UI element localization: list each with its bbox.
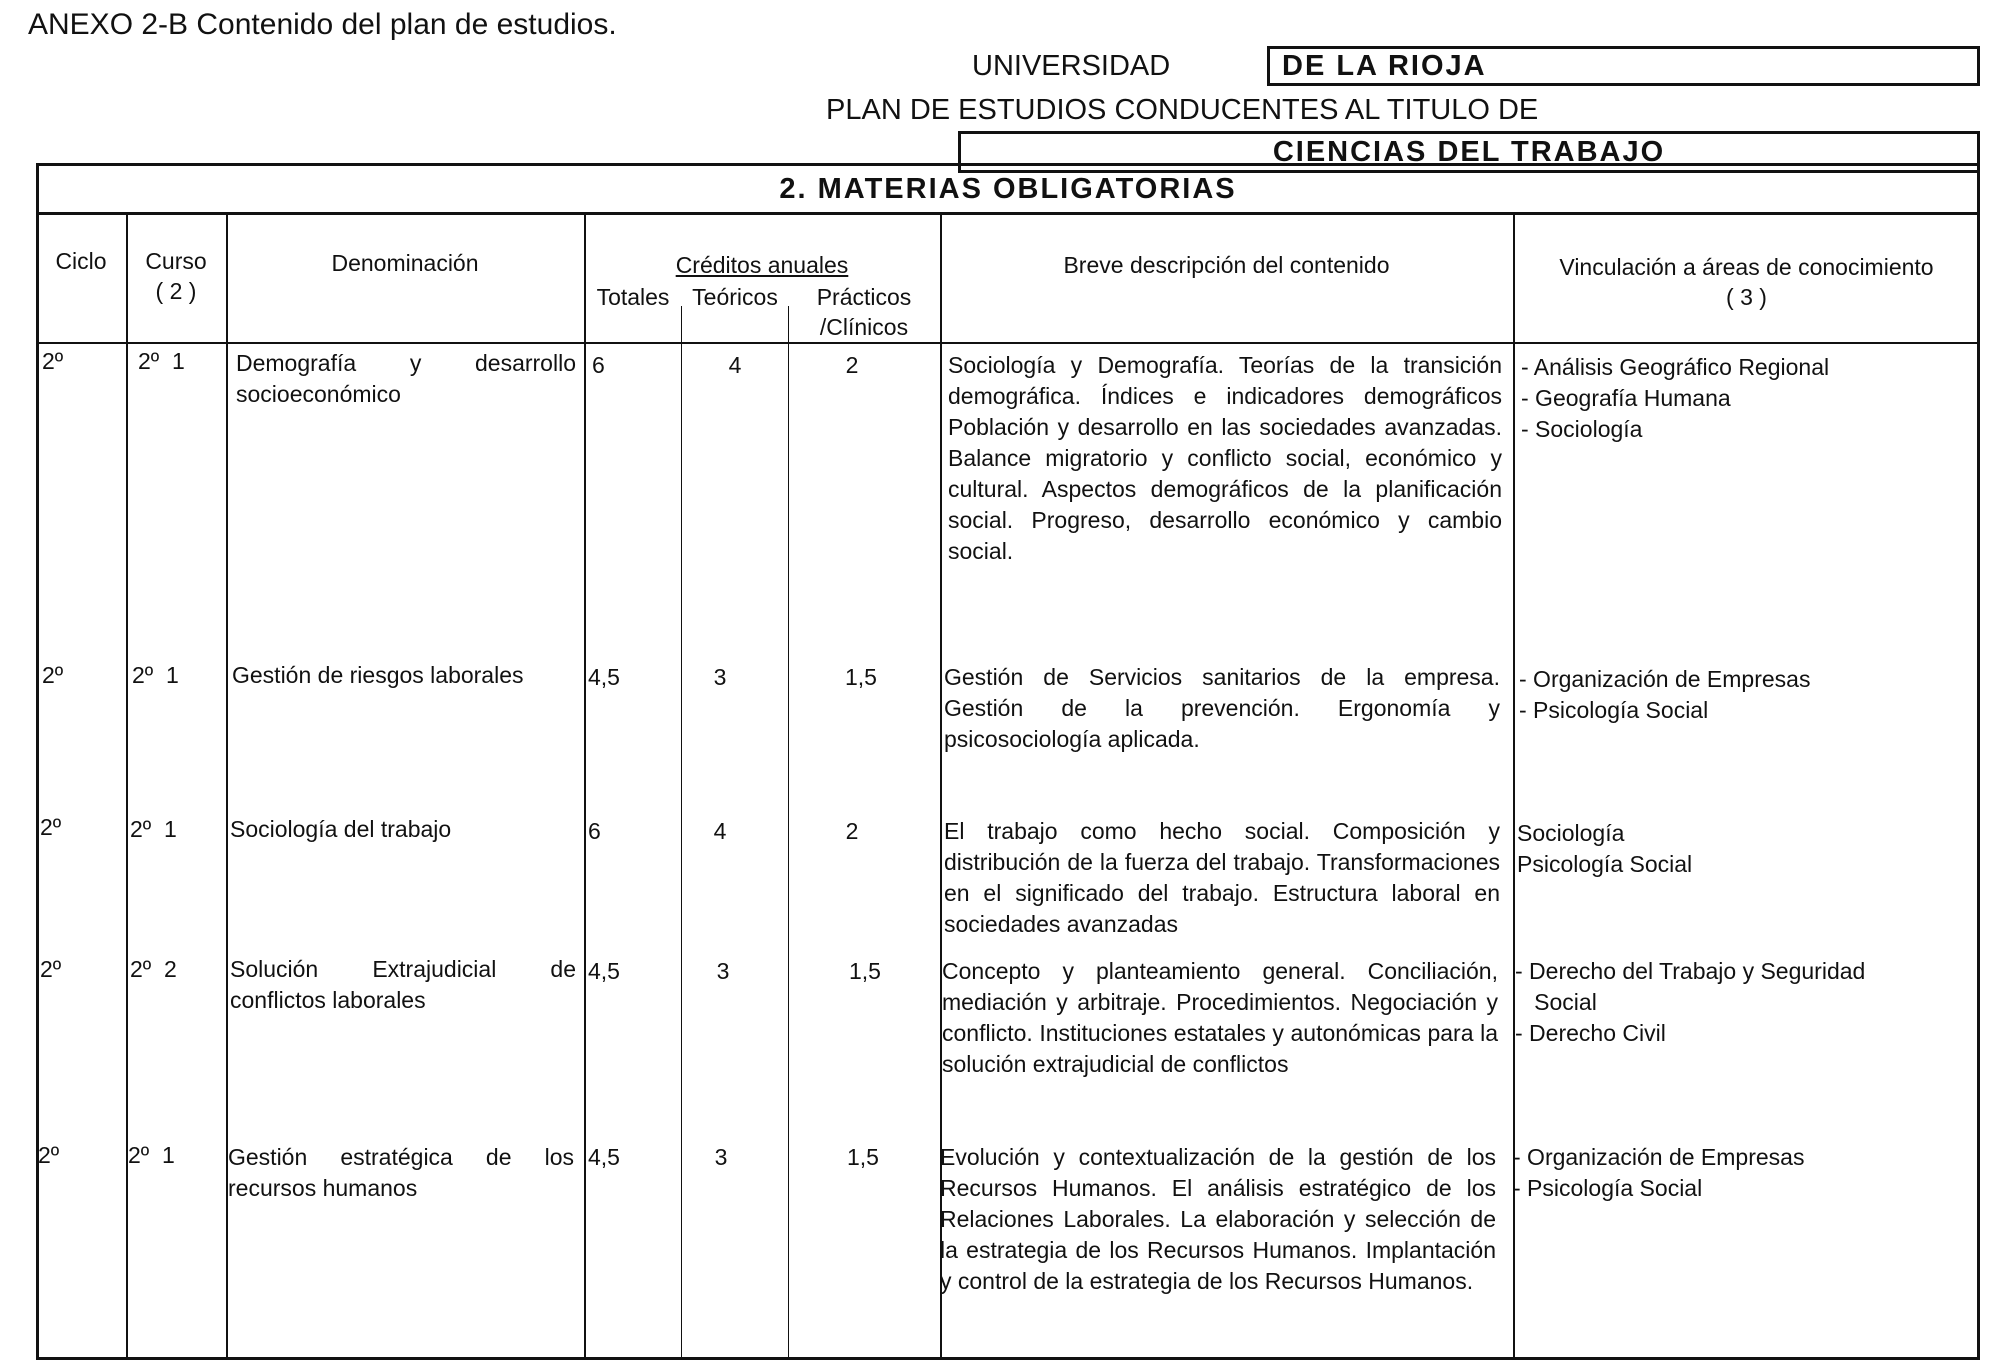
row-2-areas [1519,664,1969,726]
row-5-totales: 4,5 [588,1144,620,1170]
header-practicos-label: Prácticos [816,284,912,310]
row-2-teoricos: 3 [713,664,727,690]
row-1-practicos: 2 [845,352,859,378]
row-3-area-2: Psicología Social [1517,851,1693,877]
row-4-practicos: 1,5 [849,958,881,984]
row-1-areas [1521,352,1971,445]
row-3-denominacion: Sociología del trabajo [230,816,452,842]
row-1-denominacion: Demografía y desarrollo socioeconómico [236,350,576,407]
row-4-descripcion: Concepto y planteamiento general. Conciliación, mediación y arbitraje. Procedimientos. Negociación y conflicto. Instituciones estatales y autonómicas para la solución extrajudicial de conflictos [942,958,1498,1077]
row-1-area-3: - Sociología [1521,416,1643,442]
row-3-totales: 6 [588,818,601,844]
row-3-curso: 2º 1 [130,816,177,842]
annex-title: ANEXO 2-B Contenido del plan de estudios. [28,8,617,41]
section-title: 2. MATERIAS OBLIGATORIAS [36,163,1980,215]
row-5-area-2: - Psicología Social [1513,1175,1703,1201]
row-1-teoricos: 4 [728,352,742,378]
row-1-ciclo: 2º [42,348,64,374]
row-1-area-2: - Geografía Humana [1521,385,1731,411]
row-3-ciclo: 2º [40,814,62,840]
header-practicos [789,282,939,342]
university-name: DE LA RIOJA [1267,46,1980,86]
row-4-area-1: - Derecho del Trabajo y Seguridad [1515,958,1866,984]
row-2-totales: 4,5 [588,664,620,690]
row-3-area-1: Sociología [1517,820,1625,846]
row-3-practicos: 2 [845,818,859,844]
row-2-ciclo: 2º [42,662,64,688]
header-descripcion: Breve descripción del contenido [1063,252,1390,278]
row-4-curso: 2º 2 [130,956,177,982]
row-3-areas [1517,818,1967,880]
row-2-denominacion: Gestión de riesgos laborales [232,662,524,688]
header-creditos: Créditos anuales [675,252,849,278]
row-2-practicos: 1,5 [845,664,877,690]
university-label: UNIVERSIDAD [972,50,1171,82]
header-curso [126,246,226,306]
row-2-area-1: - Organización de Empresas [1519,666,1811,692]
header-totales: Totales [596,284,670,310]
header-ciclo: Ciclo [55,248,107,274]
row-1-curso: 2º 1 [138,348,185,374]
row-4-areas [1515,956,1975,1049]
col-sep-1 [126,214,128,1360]
header-curso-label: Curso [145,248,207,274]
row-5-ciclo: 2º [38,1142,60,1168]
header-vinculacion [1513,252,1980,312]
row-5-curso: 2º 1 [128,1142,175,1168]
row-5-area-1: - Organización de Empresas [1513,1144,1805,1170]
row-1-area-1: - Análisis Geográfico Regional [1521,354,1830,380]
row-5-areas [1513,1142,1973,1204]
row-4-teoricos: 3 [716,958,730,984]
row-3-teoricos: 4 [713,818,727,844]
row-4-totales: 4,5 [588,958,620,984]
header-denominacion: Denominación [331,250,479,276]
row-5-teoricos: 3 [714,1144,728,1170]
row-5-descripcion: Evolución y contextualización de la gestión de los Recursos Humanos. El análisis estratégico de los Relaciones Laborales. La elaboración y selección de la estrategia de los Recursos Humanos. Implantación y control de la estrategia de los Recursos Humanos. [940,1144,1496,1294]
row-4-area-3: - Derecho Civil [1515,1020,1666,1046]
row-1-totales: 6 [592,352,605,378]
header-curso-note: ( 2 ) [155,278,197,304]
row-5-practicos: 1,5 [847,1144,879,1170]
row-4-denominacion: Solución Extrajudicial de conflictos laborales [230,956,576,1013]
header-vinculacion-label: Vinculación a áreas de conocimiento [1559,254,1934,280]
header-bottom-line [36,342,1980,344]
header-vinculacion-note: ( 3 ) [1726,284,1767,310]
header-clinicos-label: /Clínicos [819,314,909,340]
row-2-area-2: - Psicología Social [1519,697,1709,723]
row-4-ciclo: 2º [40,956,62,982]
plan-label: PLAN DE ESTUDIOS CONDUCENTES AL TITULO DE [826,94,1539,126]
row-5-denominacion: Gestión estratégica de los recursos humanos [228,1144,574,1201]
row-3-descripcion: El trabajo como hecho social. Composición y distribución de la fuerza del trabajo. Transformaciones en el significado del trabajo. Estructura laboral en sociedades avanzadas [944,818,1500,937]
header-teoricos: Teóricos [692,284,778,310]
row-2-curso: 2º 1 [132,662,179,688]
degree-title: CIENCIAS DEL TRABAJO [958,131,1980,173]
row-2-descripcion: Gestión de Servicios sanitarios de la empresa. Gestión de la prevención. Ergonomía y psicosociología aplicada. [944,664,1500,752]
col-sep-3 [584,214,586,1360]
row-1-descripcion: Sociología y Demografía. Teorías de la transición demográfica. Índices e indicadores demográficos Población y desarrollo en las sociedades avanzadas. Balance migratorio y conflicto social, económico y cultural. Aspectos demográficos de la planificación social. Progreso, desarrollo económico y cambio social. [948,352,1502,564]
row-4-area-2: Social [1515,989,1597,1015]
